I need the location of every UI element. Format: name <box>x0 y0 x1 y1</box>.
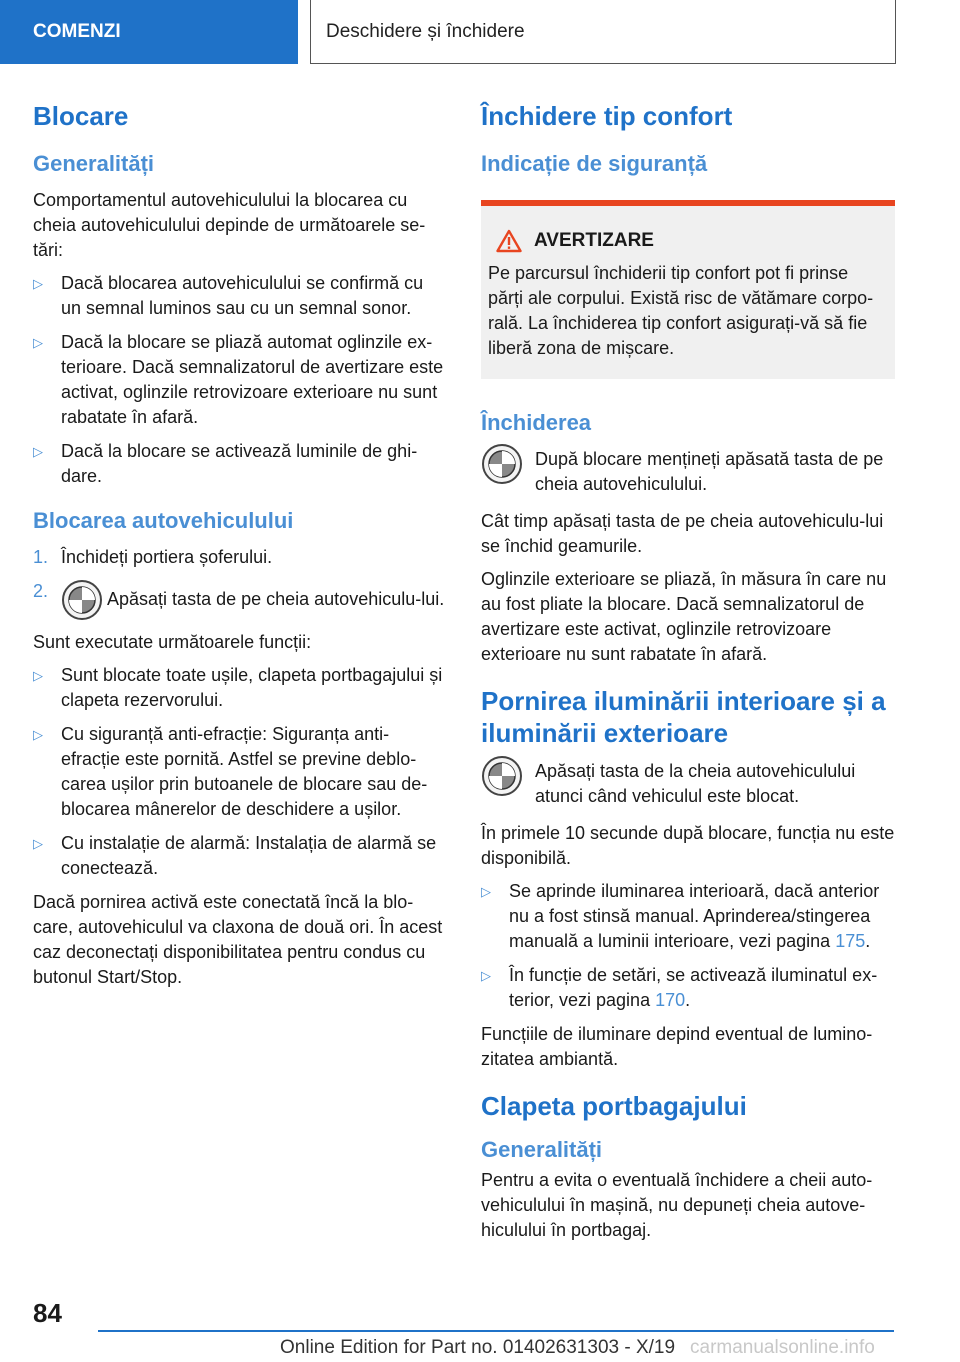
list-item-end: . <box>685 990 691 1010</box>
triangle-bullet-icon: ▷ <box>481 968 491 983</box>
bmw-key-button-icon <box>481 443 523 485</box>
icon-paragraph-text: După blocare mențineți apăsată tasta de pe cheia autovehiculului. <box>535 449 884 494</box>
heading-indicatie-siguranta: Indicație de siguranță <box>481 151 708 176</box>
page-link[interactable]: 170 <box>655 990 686 1010</box>
step-item <box>33 579 447 621</box>
section-label: COMENZI <box>33 21 121 42</box>
triangle-bullet-icon: ▷ <box>481 884 491 899</box>
heading-generalitati: Generalități <box>33 151 155 176</box>
list-item-text: Dacă la blocare se pliază automat oglinzile ex-terioare. Dacă semnalizatorul de avertizare este activat, oglinzile retrovizoare exterioare nu sunt rabatate în afară. <box>61 332 444 427</box>
warning-box <box>481 200 895 379</box>
warning-header <box>488 228 887 253</box>
icon-paragraph <box>481 447 895 497</box>
bmw-key-button-icon <box>61 579 103 621</box>
page-link[interactable]: 175 <box>835 931 866 951</box>
paragraph: Pentru a evita o eventuală închidere a cheii auto-vehiculului în mașină, nu depuneți cheia autove-hiculului în portbagaj. <box>481 1170 873 1240</box>
bullet-list <box>33 271 447 489</box>
step-item <box>33 545 447 570</box>
paragraph: Dacă pornirea activă este conectată încă la blo-care, autovehiculul va claxona de două ori. În acest caz deconectați disponibilitatea pentru condus cu butonul Start/Stop. <box>33 892 443 987</box>
heading-inchidere-tip-confort: Închidere tip confort <box>481 101 733 131</box>
bullet-list <box>33 663 447 881</box>
list-item-text: În funcție de setări, se activează iluminatul ex-terior, vezi pagina <box>509 965 878 1010</box>
paragraph: Comportamentul autovehiculului la blocarea cu cheia autovehiculului depinde de următoarele se-tări: <box>33 190 426 260</box>
triangle-bullet-icon: ▷ <box>33 276 43 291</box>
chapter-title-text: Deschidere și închidere <box>326 20 525 42</box>
list-item-text: Cu instalație de alarmă: Instalația de alarmă se conectează. <box>61 833 437 878</box>
paragraph: Sunt executate următoarele funcții: <box>33 632 312 652</box>
paragraph: Funcțiile de iluminare depind eventual de lumino-zitatea ambiantă. <box>481 1024 873 1069</box>
list-item <box>33 663 447 713</box>
steps-list <box>33 545 447 621</box>
list-item <box>33 831 447 881</box>
bullet-list <box>481 879 895 1013</box>
triangle-bullet-icon: ▷ <box>33 836 43 851</box>
section-tab <box>0 0 298 64</box>
list-item <box>481 879 895 954</box>
step-text: Apăsați tasta de pe cheia autovehiculu-lui. <box>107 588 445 609</box>
footer-divider <box>98 1330 894 1332</box>
triangle-bullet-icon: ▷ <box>33 444 43 459</box>
list-item-end: . <box>865 931 871 951</box>
triangle-bullet-icon: ▷ <box>33 668 43 683</box>
list-item-text: Dacă la blocare se activează luminile de ghi-dare. <box>61 441 418 486</box>
heading-inchiderea: Închiderea <box>481 410 592 435</box>
warning-text: Pe parcursul închiderii tip confort pot fi prinse părți ale corpului. Există risc de vătămare corpo-rală. La închiderea tip confort asigurați-vă să fie liberă zona de mișcare. <box>488 263 874 358</box>
triangle-bullet-icon: ▷ <box>33 727 43 742</box>
heading-blocarea-autovehiculului: Blocarea autovehiculului <box>33 508 294 533</box>
list-item-text: Sunt blocate toate ușile, clapeta portbagajului și clapeta rezervorului. <box>61 665 443 710</box>
bmw-key-button-icon <box>481 755 523 797</box>
list-item-text: Se aprinde iluminarea interioară, dacă anterior nu a fost stinsă manual. Aprinderea/stingerea manuală a luminii interioare, vezi pagina <box>509 881 880 951</box>
step-number: 2. <box>33 581 49 601</box>
warning-triangle-icon <box>496 229 522 253</box>
paragraph: În primele 10 secunde după blocare, funcția nu este disponibilă. <box>481 823 895 868</box>
triangle-bullet-icon: ▷ <box>33 335 43 350</box>
step-text: Închideți portiera șoferului. <box>61 547 273 567</box>
list-item <box>481 963 895 1013</box>
footer-edition: Online Edition for Part no. 01402631303 - X/19 <box>280 1337 676 1358</box>
list-item <box>33 722 447 822</box>
page-number: 84 <box>33 1298 62 1328</box>
watermark: carmanualsonline.info <box>690 1337 875 1358</box>
warning-title: AVERTIZARE <box>534 230 654 251</box>
list-item <box>33 271 447 321</box>
list-item <box>33 330 447 430</box>
icon-paragraph-text: Apăsați tasta de la cheia autovehiculului atunci când vehiculul este blocat. <box>535 761 856 806</box>
heading-clapeta-portbagajului: Clapeta portbagajului <box>481 1091 747 1121</box>
step-number: 1. <box>33 547 49 567</box>
heading-pornirea-iluminarii: Pornirea iluminării interioare și a iluminării exterioare <box>481 686 886 748</box>
icon-paragraph <box>481 759 895 809</box>
chapter-title <box>310 0 896 64</box>
right-column <box>481 100 895 1251</box>
list-item-text: Dacă blocarea autovehiculului se confirmă cu un semnal luminos sau cu un semnal sonor. <box>61 273 424 318</box>
heading-blocare: Blocare <box>33 101 129 131</box>
paragraph: Oglinzile exterioare se pliază, în măsura în care nu au fost pliate la blocare. Dacă semnalizatorul de avertizare este activat, oglinzile retrovizoare exterioare nu sunt rabatate în afară. <box>481 569 887 664</box>
heading-generalitati-portbagaj: Generalități <box>481 1137 603 1162</box>
left-column <box>33 100 447 998</box>
list-item-text: Cu siguranță anti-efracție: Siguranța anti-efracție este pornită. Astfel se previne deblo-carea ușilor prin butoanele de blocare sau de-blocarea mânerelor de deschidere a ușilor. <box>61 724 428 819</box>
list-item <box>33 439 447 489</box>
paragraph: Cât timp apăsați tasta de pe cheia autovehiculu-lui se închid geamurile. <box>481 511 884 556</box>
